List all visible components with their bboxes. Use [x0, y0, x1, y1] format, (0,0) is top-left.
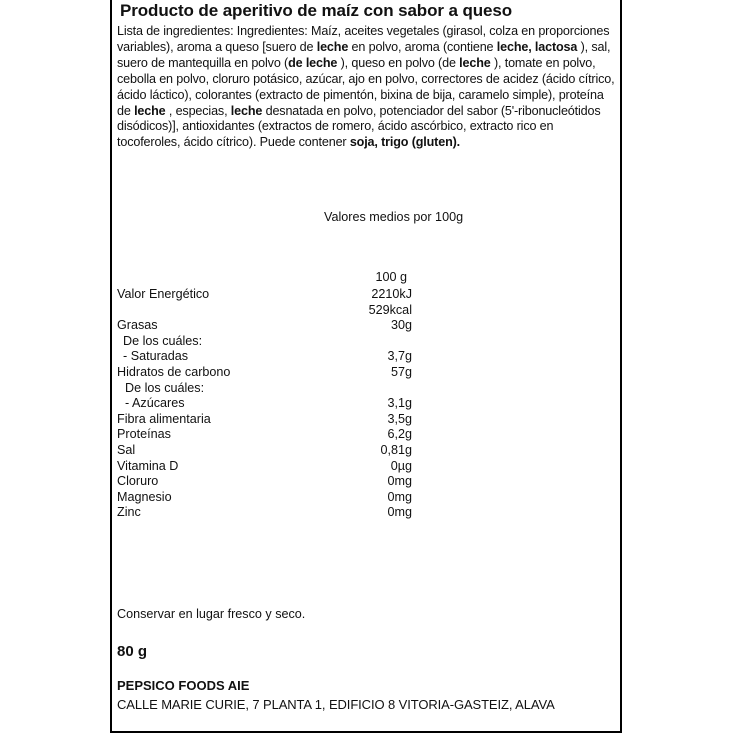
- nutrient-value: 57g: [390, 365, 412, 379]
- nutrient-label: Hidratos de carbono: [117, 365, 231, 379]
- nutrient-label: Fibra alimentaria: [117, 411, 211, 426]
- nutrient-value: 0mg: [387, 505, 412, 520]
- allergen-text: leche: [134, 103, 166, 118]
- nutrient-value: 2210kJ: [371, 287, 412, 301]
- ingredient-text: ), tomate en polvo, cebolla en polvo, cloruro potásico, azúcar, ajo en polvo, correctores de acidez (ácido cítrico, ácido láctico), colorantes (extracto de pimentón, bixina de bija, caramelo simple), proteína de: [117, 55, 615, 118]
- nutrient-value: 30g: [390, 318, 412, 333]
- ingredient-text: Lista de ingredientes: Ingredientes: Maíz, aceites vegetales (girasol, colza en proporciones variables), aroma a queso [suero de: [117, 24, 610, 54]
- company-address: CALLE MARIE CURIE, 7 PLANTA 1, EDIFICIO 8 VITORIA-GASTEIZ, ALAVA: [117, 697, 555, 712]
- nutrient-value: 0µg: [390, 458, 412, 473]
- nutrient-label: De los cuáles:: [123, 333, 203, 348]
- ingredient-text: desnatada en polvo, potenciador del sabor (5'-ribonucleótidos disódicos)], antioxidantes (extractos de romero, ácido ascórbico, extracto rico en tocoferoles, ácido cítrico). Puede contener: [117, 103, 601, 150]
- nutrient-value: 0mg: [387, 489, 412, 504]
- nutrient-label: - Azúcares: [125, 396, 185, 411]
- nutrient-value: 0mg: [387, 474, 412, 489]
- allergen-text: leche: [316, 39, 349, 54]
- nutrient-value: 6,2g: [387, 427, 412, 442]
- nutrient-label: Proteínas: [117, 427, 171, 442]
- ingredient-text: ), queso en polvo (de: [337, 55, 460, 70]
- nutrient-label: De los cuáles:: [125, 380, 205, 395]
- allergen-text: leche: [459, 55, 491, 70]
- allergen-text: leche: [230, 103, 263, 118]
- allergen-text: de leche: [288, 55, 338, 70]
- ingredient-text: , especias,: [165, 103, 231, 118]
- product-title: Producto de aperitivo de maíz con sabor a queso: [120, 1, 513, 20]
- nutrient-value: 3,1g: [387, 396, 412, 411]
- nutrient-label: Cloruro: [117, 474, 159, 489]
- net-weight: 80 g: [117, 643, 148, 660]
- nutrient-label: - Saturadas: [123, 349, 189, 364]
- company-name: PEPSICO FOODS AIE: [117, 678, 250, 693]
- nutrient-label: Valor Energético: [117, 287, 210, 301]
- ingredient-text: ), sal, suero de mantequilla en polvo (: [117, 39, 611, 70]
- nutrient-label: Magnesio: [117, 489, 172, 504]
- ingredient-text: en polvo, aroma (contiene: [348, 39, 497, 54]
- nutrient-value: 529kcal: [368, 302, 412, 317]
- allergen-text: soja, trigo (gluten).: [349, 135, 461, 150]
- nutrient-label: Grasas: [117, 318, 158, 333]
- nutrient-value: 3,5g: [387, 411, 412, 426]
- column-header: 100 g: [375, 270, 407, 284]
- storage-instructions: Conservar en lugar fresco y seco.: [117, 607, 306, 621]
- nutrient-label: Vitamina D: [117, 458, 179, 473]
- allergen-text: leche, lactosa: [496, 39, 578, 54]
- nutrient-value: 0,81g: [380, 443, 412, 457]
- ingredients-list: [117, 24, 617, 151]
- nutrient-label: Sal: [117, 443, 136, 457]
- nutrient-label: Zinc: [117, 505, 141, 520]
- nutrient-value: 3,7g: [387, 349, 412, 364]
- per-100g-heading: Valores medios por 100g: [324, 210, 464, 224]
